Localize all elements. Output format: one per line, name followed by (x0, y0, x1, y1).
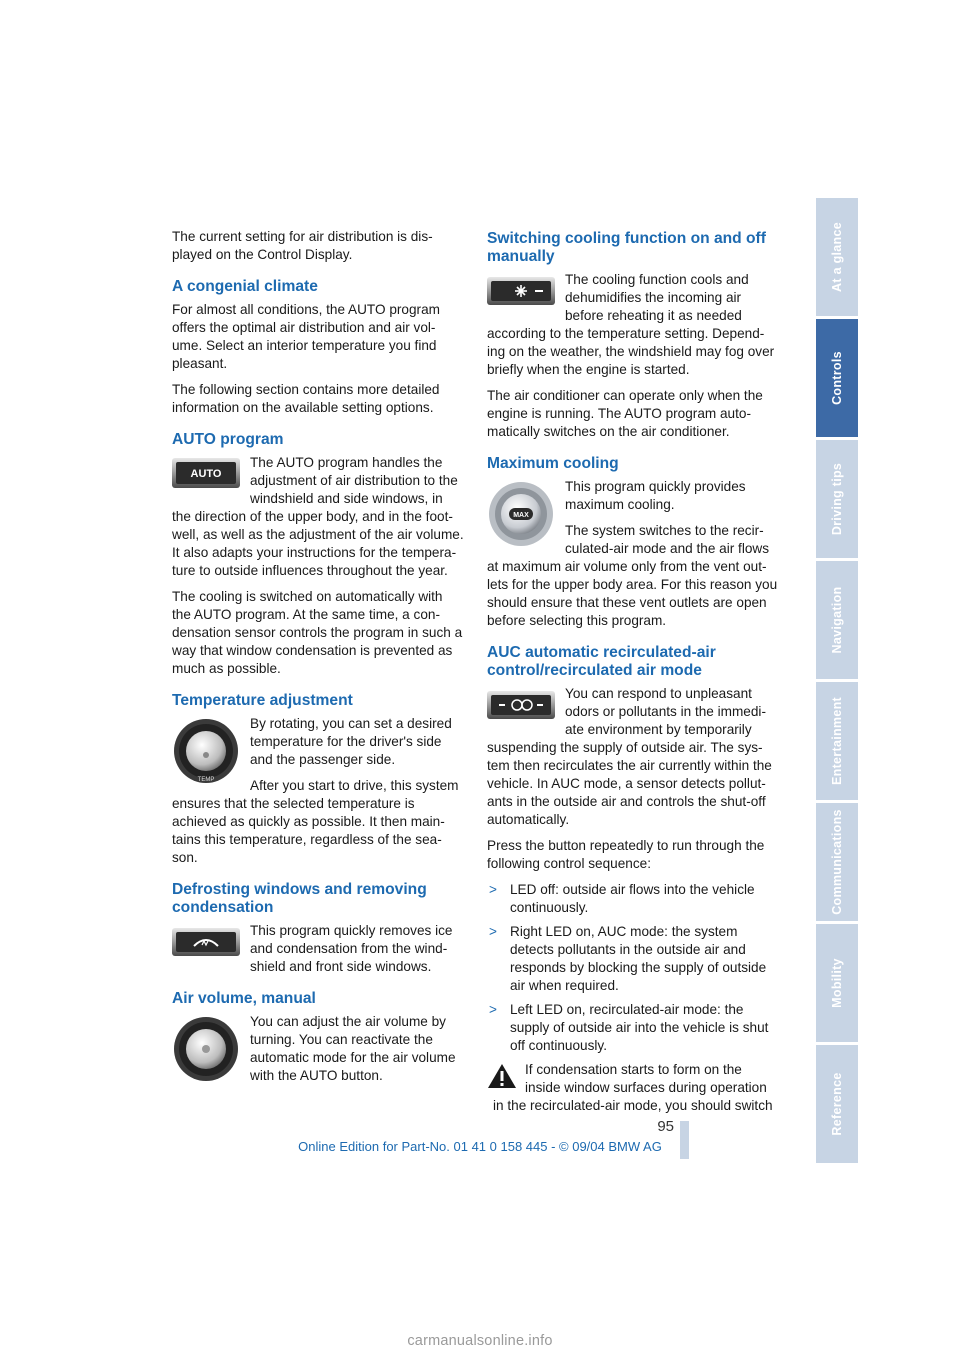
tab-label: Reference (830, 1072, 844, 1136)
tab-entertainment[interactable] (816, 682, 858, 800)
paragraph: For almost all conditions, the AUTO program offers the optimal air distribution and air vol-ume. Select an interior temperature you find pleasant. (172, 302, 440, 371)
bullet-marker: > (489, 924, 497, 939)
footer-edition-text: Online Edition for Part-No. 01 41 0 158 445 - © 09/04 BMW AG (298, 1139, 662, 1154)
paragraph: The AUTO program handles the adjustment of air distribution to the windshield and side windows, in the direction of the upper body, and in the foot-well, as well as the adjustment of the air volume. It also adapts your instructions for the tempera-ture to outside influences throughout the year. (172, 455, 464, 578)
left-column (172, 228, 464, 1093)
list-item-text: LED off: outside air flows into the vehicle continuously. (510, 882, 755, 915)
max-knob-image (487, 480, 555, 553)
tab-driving-tips[interactable] (816, 440, 858, 558)
heading-air-volume-manual: Air volume, manual (172, 990, 316, 1007)
heading-congenial-climate: A congenial climate (172, 278, 318, 295)
tab-navigation[interactable] (816, 561, 858, 679)
tab-label: Controls (830, 351, 844, 405)
tab-communications[interactable] (816, 803, 858, 921)
max-knob-label: MAX (513, 512, 529, 519)
bullet-marker: > (489, 1002, 497, 1017)
intro-paragraph: The current setting for air distribution is dis-played on the Control Display. (172, 229, 433, 262)
tab-label: Navigation (830, 586, 844, 654)
tab-label: Mobility (830, 958, 844, 1008)
paragraph: This program quickly removes ice and condensation from the wind-shield and front side windows. (250, 923, 453, 974)
paragraph: By rotating, you can set a desired temperature for the driver's side and the passenger side. (250, 716, 452, 767)
paragraph: You can adjust the air volume by turning. You can reactivate the automatic mode for the air volume with the AUTO button. (250, 1014, 456, 1083)
paragraph: The air conditioner can operate only when the engine is running. The AUTO program auto-matically switches on the air conditioner. (487, 388, 763, 439)
auto-button-label: AUTO (190, 468, 222, 480)
temp-knob-label: TEMP (197, 777, 215, 783)
warning-icon (487, 1063, 517, 1094)
side-tab-navigation (816, 198, 858, 1166)
list-item (487, 1001, 779, 1055)
heading-defrosting-windows: Defrosting windows and removing condensation (172, 881, 427, 916)
tab-label: At a glance (830, 222, 844, 292)
paragraph: The following section contains more detailed information on the available setting options. (172, 382, 440, 415)
list-item-text: Right LED on, AUC mode: the system detects pollutants in the outside air and responds by blocking the supply of outside air when required. (510, 924, 767, 993)
list-item-text: Left LED on, recirculated-air mode: the supply of outside air into the vehicle is shut off continuously. (510, 1002, 769, 1053)
heading-maximum-cooling: Maximum cooling (487, 455, 619, 472)
watermark: carmanualsonline.info (407, 1333, 553, 1349)
right-column (487, 228, 779, 1123)
tab-label: Driving tips (830, 462, 844, 536)
auto-button-image (172, 456, 240, 495)
tab-label: Entertainment (830, 697, 844, 785)
paragraph: The cooling is switched on automatically with the AUTO program. At the same time, a con-densation sensor controls the program in such a way that window condensation is prevented as much as possible. (172, 589, 463, 676)
heading-switching-cooling: Switching cooling function on and off manually (487, 230, 766, 265)
heading-auto-program: AUTO program (172, 431, 284, 448)
defrost-button-image (172, 924, 240, 963)
tab-controls[interactable] (816, 319, 858, 437)
cooling-button-image (487, 273, 555, 312)
bullet-marker: > (489, 882, 497, 897)
air-volume-knob-image (172, 1015, 240, 1088)
warning-text: If condensation starts to form on the inside window surfaces during operation in the recirculated-air mode, you should switch (493, 1062, 773, 1113)
paragraph: The cooling function cools and dehumidifies the incoming air before reheating it as needed according to the temperature setting. Depend-ing on the weather, the windshield may fog over briefly when the engine is started. (487, 272, 775, 377)
control-sequence-list (487, 881, 779, 1055)
temperature-knob-image (172, 717, 240, 790)
paragraph: This program quickly provides maximum cooling. (565, 479, 746, 512)
heading-auc-recirculated-air: AUC automatic recirculated-air control/recirculated air mode (487, 644, 716, 679)
paragraph: Press the button repeatedly to run through the following control sequence: (487, 838, 765, 871)
tab-label: Communications (830, 809, 844, 915)
tab-mobility[interactable] (816, 924, 858, 1042)
list-item (487, 923, 779, 995)
paragraph: After you start to drive, this system ensures that the selected temperature is achieved as quickly as possible. It then main-tains this temperature, regardless of the sea-son. (172, 778, 459, 865)
recirculation-button-image (487, 687, 555, 726)
paragraph: You can respond to unpleasant odors or pollutants in the immedi-ate environment by temporarily suspending the supply of outside air. The sys-tem then recirculates the air currently within the vehicle. In AUC mode, a sensor detects pollut-ants in the outside air and controls the shut-off automatically. (487, 686, 772, 827)
page-number: 95 (657, 1118, 674, 1135)
list-item (487, 881, 779, 917)
paragraph: The system switches to the recir-culated-air mode and the air flows at maximum air volume only from the vent out-lets for the upper body area. For this reason you should ensure that these vent outlets are open before selecting this program. (487, 523, 778, 628)
heading-temperature-adjustment: Temperature adjustment (172, 692, 353, 709)
tab-at-a-glance[interactable] (816, 198, 858, 316)
